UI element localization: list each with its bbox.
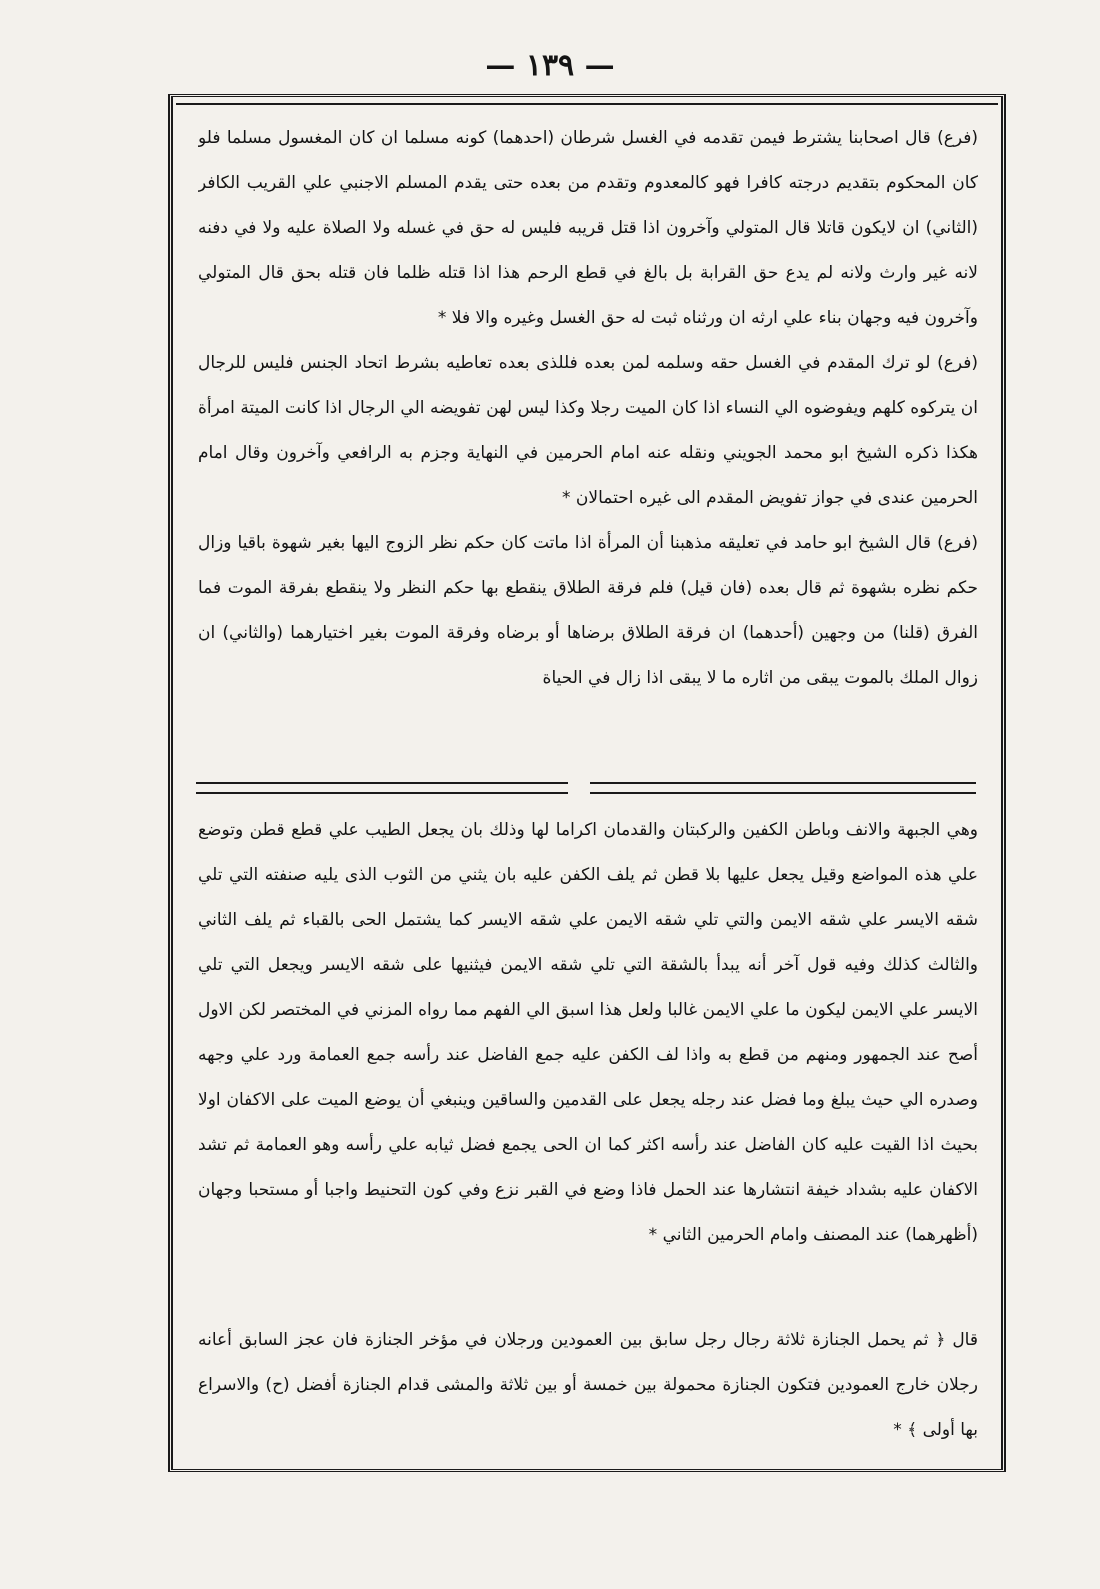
divider-gap [568, 779, 590, 799]
commentary-section-lower [198, 808, 978, 1308]
paragraph-far-taqaddum-ghusl: (فرع) قال اصحابنا يشترط فيمن تقدمه في الغسل شرطان (احدهما) كونه مسلما ان كان المغسول مسلما فلو كان المحكوم بتقديم درجته كافرا فهو كالمعدوم وتقدم من بعده حتى يقدم المسلم الاجنبي علي القريب الكافر (الثاني) ان لايكون قاتلا قال المتولي وآخرون اذا قتل قريبه فليس له حق في غسله ولا الصلاة عليه ولا في دفنه لانه غير وارث ولانه لم يدع حق القرابة بل بالغ في قطع الرحم هذا اذا قتله ظلما فان قتله بحق قال المتولي وآخرون فيه وجهان بناء علي ارثه ان ورثناه ثبت له حق الغسل وغيره والا فلا * [198, 128, 978, 328]
paragraph-far-tark-muqaddam: (فرع) لو ترك المقدم في الغسل حقه وسلمه لمن بعده فللذى بعده تعاطيه بشرط اتحاد الجنس فليس للرجال ان يتركوه كلهم ويفوضوه الي النساء اذا كان الميت رجلا وكذا ليس لهن تفويضه الي الرجال اذا كانت الميتة امرأة هكذا ذكره الشيخ ابو محمد الجويني ونقله عنه امام الحرمين في النهاية وجزم به الرافعي وآخرون وقال امام الحرمين عندى في جواز تفويض المقدم الى غيره احتمالان * [198, 353, 978, 508]
main-text-section [198, 1318, 978, 1463]
paragraph-takfin: وهي الجبهة والانف وباطن الكفين والركبتان والقدمان اكراما لها وذلك بان يجعل الطيب علي قطع قطن وتوضع علي هذه المواضع وقيل يجعل عليها بلا قطن ثم يلف الكفن عليه بان يثني من الثوب الذى يليه صنفته التي تلي شقه الايسر علي شقه الايمن والتي تلي شقه الايمن علي شقه الايسر كما يشتمل الحى بالقباء ثم يلف الثاني والثالث كذلك وفيه قول آخر أنه يبدأ بالشقة التي تلي شقه الايمن فيثنيها على شقه الايسر ويجعل التي تلي الايسر علي الايمن ليكون ما علي الايمن غالبا ولعل هذا اسبق الي الفهم مما رواه المزني في المختصر لكن الاول أصح عند الجمهور ومنهم من قطع به واذا لف الكفن عليه جمع الفاضل عند رأسه جمع العمامة ورد علي وجهه وصدره الي حيث يبلغ وما فضل عند رجله يجعل على القدمين والساقين وينبغي أن يوضع الميت على الاكفان اولا بحيث اذا القيت عليه كان الفاضل عند رأسه اكثر كما ان الحى يجمع فضل ثيابه علي رأسه وهو العمامة ثم تشد الاكفان عليه بشداد خيفة انتشارها عند الحمل فاذا وضع في القبر نزع وفي كون التحنيط واجبا أو مستحبا وجهان (أظهرهما) عند المصنف وامام الحرمين الثاني * [198, 820, 978, 1245]
section-divider [176, 782, 998, 796]
frame-top-rule [176, 103, 998, 105]
paragraph-haml-janaza: قال ﴿ ثم يحمل الجنازة ثلاثة رجال رجل سابق بين العمودين ورجلان في مؤخر الجنازة فان عجز السابق أعانه رجلان خارج العمودين فتكون الجنازة محمولة بين خمسة أو بين ثلاثة والمشى قدام الجنازة أفضل (ح) والاسراع بها أولى ﴾ * [198, 1330, 978, 1440]
paragraph-far-abu-hamid: (فرع) قال الشيخ ابو حامد في تعليقه مذهبنا أن المرأة اذا ماتت كان حكم نظر الزوج اليها بغير شهوة باقيا وزال حكم نظره بشهوة ثم قال بعده (فان قيل) فلم فرقة الطلاق ينقطع بها حكم النظر ولا ينقطع بفرقة الموت فما الفرق (قلنا) من وجهين (أحدهما) ان فرقة الطلاق برضاها أو برضاه وفرقة الموت بغير اختيارهما (والثاني) ان زوال الملك بالموت يبقى من اثاره ما لا يبقى اذا زال في الحياة [198, 533, 978, 688]
commentary-section-upper [198, 116, 978, 786]
page-number: — ١٣٩ — [485, 48, 615, 83]
